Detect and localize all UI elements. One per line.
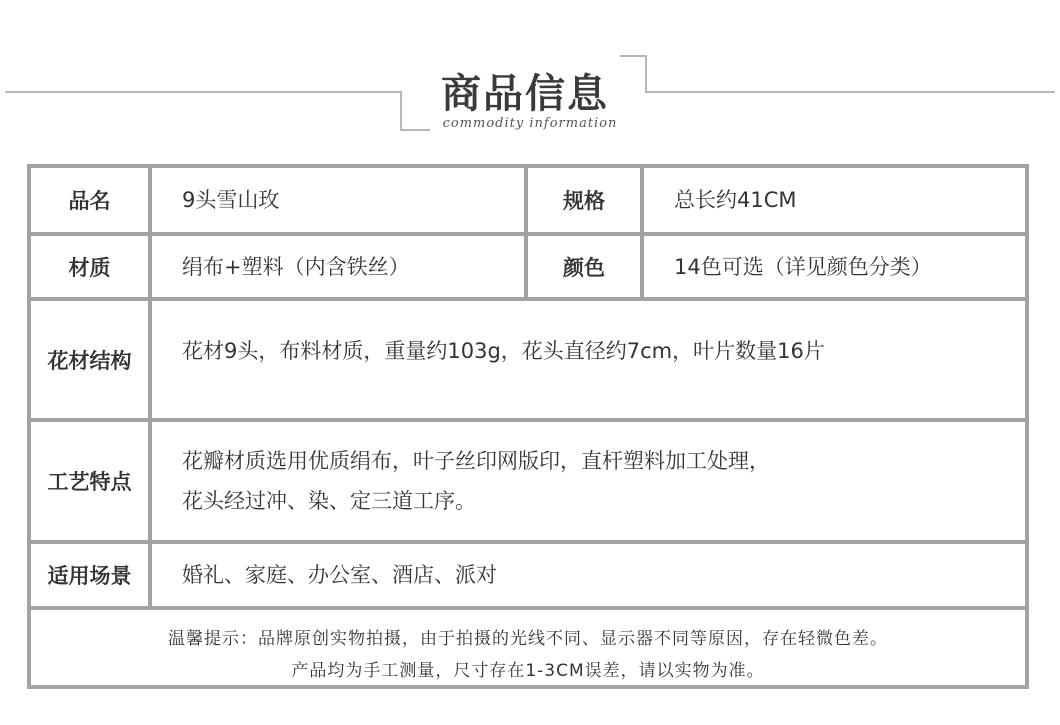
- value-product-name: 9头雪山玫: [182, 188, 280, 212]
- value-color: 14色可选（详见颜色分类）: [674, 254, 932, 279]
- label-structure: 花材结构: [47, 348, 132, 373]
- label-material: 材质: [68, 255, 111, 280]
- label-color: 颜色: [563, 255, 605, 280]
- header-right-line: [645, 91, 1055, 93]
- label-scenario: 适用场景: [47, 564, 132, 588]
- notice-line-2: 产品均为手工测量，尺寸存在1-3CM误差，请以实物为准。: [291, 661, 765, 681]
- header-left-bracket-bottom: [400, 129, 430, 131]
- product-info-table: [27, 164, 1029, 689]
- header-left-line: [5, 91, 402, 93]
- header-left-bracket: [400, 91, 402, 131]
- page-title: 商品信息: [441, 71, 609, 117]
- value-spec: 总长约41CM: [674, 188, 797, 212]
- value-structure: 花材9头，布料材质，重量约103g，花头直径约7cm，叶片数量16片: [182, 339, 825, 363]
- notice-line-1: 温馨提示：品牌原创实物拍摄，由于拍摄的光线不同、显示器不同等原因，存在轻微色差。: [168, 629, 888, 649]
- header-right-bracket: [645, 55, 647, 93]
- craft-line-2: 花头经过冲、染、定三道工序。: [182, 489, 476, 513]
- page-subtitle: commodity information: [442, 116, 618, 131]
- value-scenario: 婚礼、家庭、办公室、酒店、派对: [182, 563, 497, 587]
- header-right-bracket-top: [620, 55, 647, 57]
- value-craft: [152, 422, 1024, 540]
- label-spec: 规格: [563, 189, 605, 213]
- row-divider: [31, 606, 1025, 610]
- craft-line-1: 花瓣材质选用优质绢布，叶子丝印网版印，直杆塑料加工处理，: [182, 449, 770, 473]
- label-craft: 工艺特点: [47, 470, 132, 494]
- value-material: 绢布+塑料（内含铁丝）: [182, 254, 410, 279]
- label-product-name: 品名: [68, 189, 111, 213]
